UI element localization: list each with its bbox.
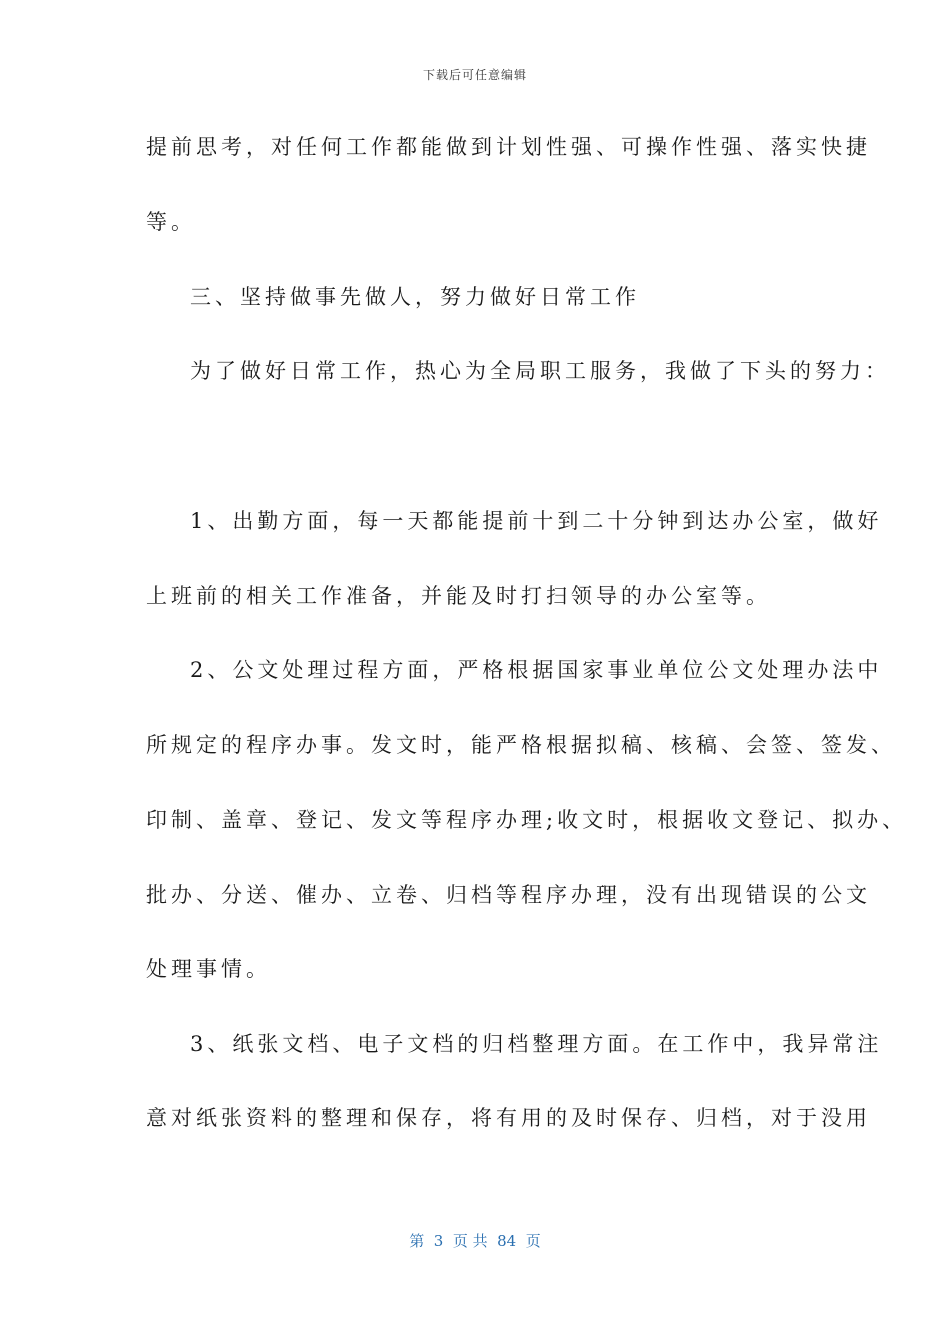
section-heading: 三、坚持做事先做人，努力做好日常工作: [190, 285, 640, 309]
page-header-note: 下载后可任意编辑: [422, 68, 527, 82]
body-line: 等。: [146, 210, 196, 234]
body-line: 处理事情。: [146, 957, 271, 981]
body-line: 批办、分送、催办、立卷、归档等程序办理，没有出现错误的公文: [146, 883, 871, 907]
list-item: 1、出勤方面，每一天都能提前十到二十分钟到达办公室，做好: [190, 509, 883, 533]
body-line: 意对纸张资料的整理和保存，将有用的及时保存、归档，对于没用: [146, 1106, 871, 1130]
page-number-footer: 第 3 页 共 84 页: [409, 1232, 541, 1250]
body-line: 提前思考，对任何工作都能做到计划性强、可操作性强、落实快捷: [146, 135, 871, 159]
list-item: 3、纸张文档、电子文档的归档整理方面。在工作中，我异常注: [190, 1032, 883, 1056]
body-line: 印制、盖章、登记、发文等程序办理;收文时，根据收文登记、拟办、: [146, 808, 908, 832]
body-line: 上班前的相关工作准备，并能及时打扫领导的办公室等。: [146, 584, 771, 608]
body-line: 所规定的程序办事。发文时，能严格根据拟稿、核稿、会签、签发、: [146, 733, 896, 757]
body-line: 为了做好日常工作，热心为全局职工服务，我做了下头的努力：: [190, 359, 890, 383]
list-item: 2、公文处理过程方面，严格根据国家事业单位公文处理办法中: [190, 658, 883, 682]
